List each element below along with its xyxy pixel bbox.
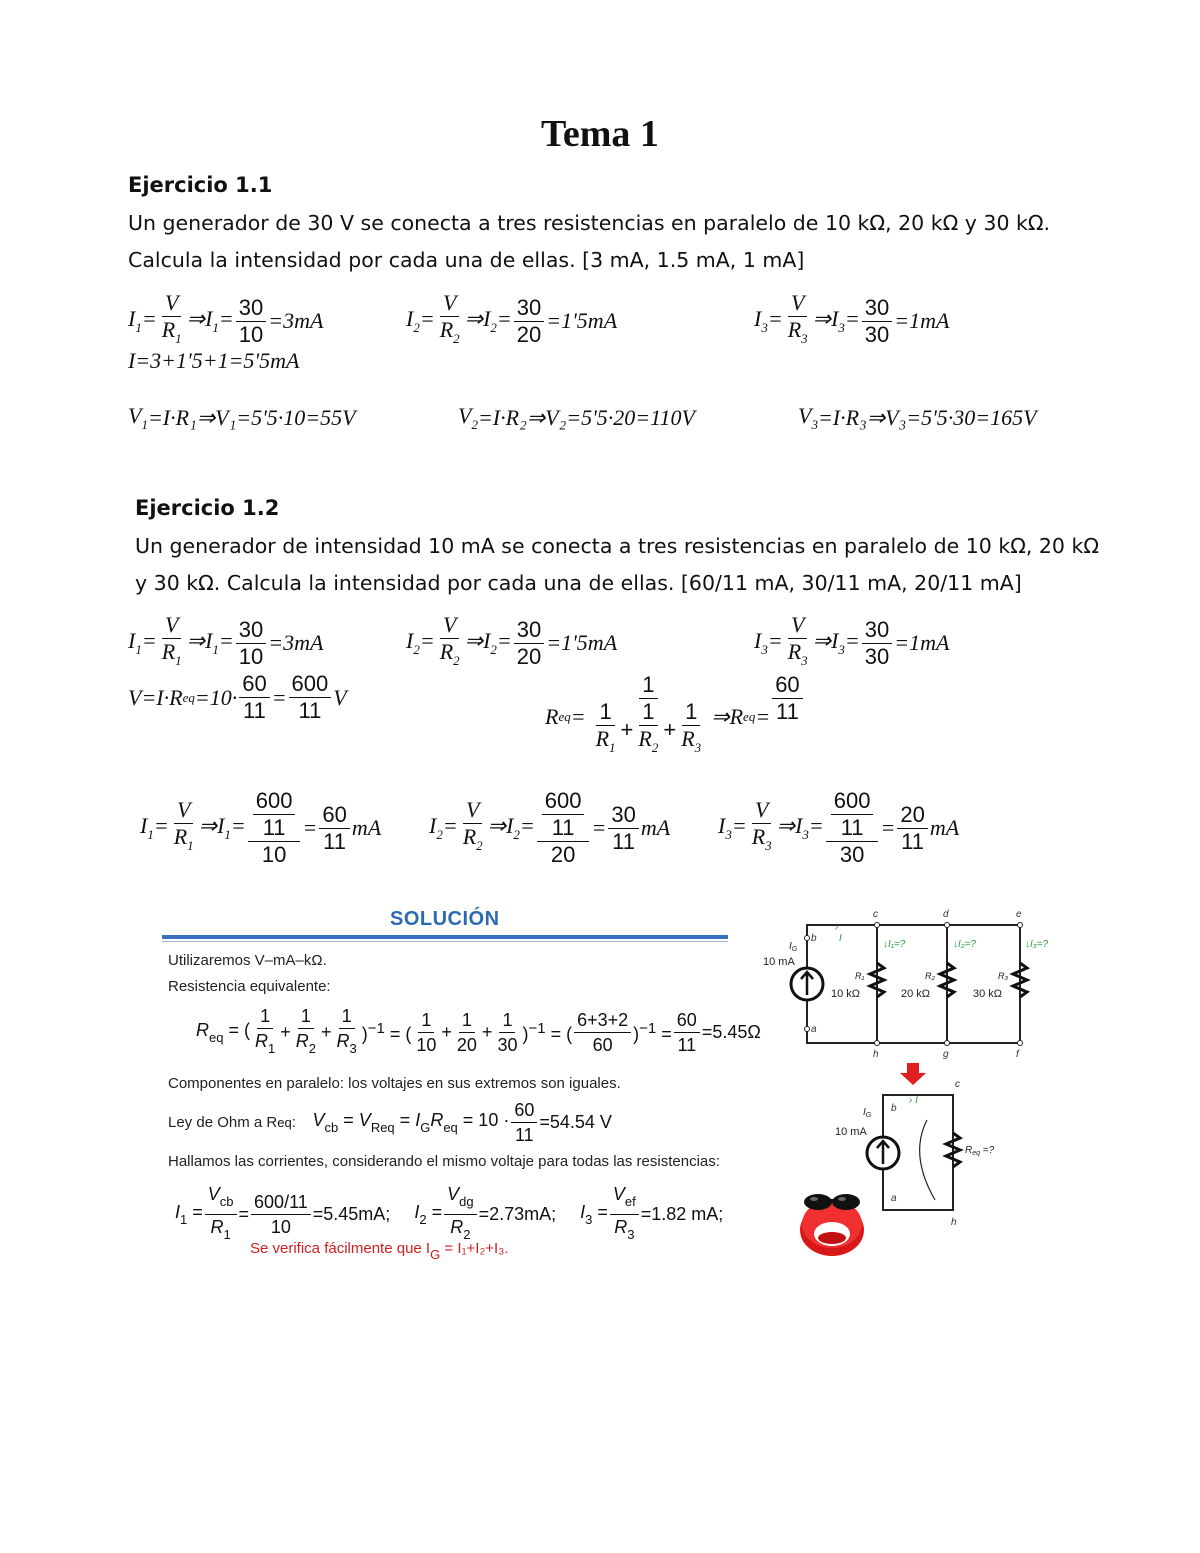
mascot-icon bbox=[796, 1180, 868, 1258]
svg-text:› I: › I bbox=[909, 1095, 918, 1106]
svg-text:c: c bbox=[955, 1079, 960, 1090]
svg-text:30 kΩ: 30 kΩ bbox=[973, 988, 1003, 1000]
ex2-req-equation: R eq = 1 $\frac{1}{R_1}$ + $\frac{1}{R_2}$ + $\frac{1}{R_3}$ ⇒R eq = $\frac{60}{11}$ bbox=[545, 672, 805, 761]
ex1-v2-equation: $V_2$ =I·R₂⇒V₂=5'5·20=110V bbox=[458, 403, 695, 432]
ex2-voltage-equation: V=I·R eq =10· $\frac{60}{11}$ = $\frac{600}{11}$ V bbox=[128, 671, 347, 723]
svg-text:e: e bbox=[1016, 909, 1022, 920]
svg-text:10 kΩ: 10 kΩ bbox=[831, 988, 861, 1000]
ex2-i1-equation: $I_1=$ $\frac{V}{R_1}$ $\Rightarrow I_1=$ $\frac{30}{10}$ =3mA bbox=[128, 612, 324, 669]
solution-req-label: Resistencia equivalente: bbox=[168, 978, 331, 995]
svg-text:b: b bbox=[811, 933, 817, 944]
svg-text:h: h bbox=[873, 1049, 879, 1060]
svg-text:g: g bbox=[943, 1049, 949, 1060]
solution-currents-equation: $I_1$ = $\frac{V_{cb}}{R_1}$ = $\frac{600/11}{10}$ = 5.45mA; $I_2$ = $\frac{V_{dg}}{R_2}$ =2.73mA; $I_3$ = $\frac{V_{ef}}{R_3}$ =1.82 mA; bbox=[175, 1184, 724, 1242]
svg-text:I: I bbox=[839, 933, 842, 944]
solution-req-equation: $R_{eq}$ = ( $\frac{1}{R_1}$ + $\frac{1}{R_2}$ + $\frac{1}{R_3}$ )$^{-1}$ = ( $\frac{1}{10}$ + $\frac{1}{20}$ + $\frac{1}{30}$ )$^{-1}$ = ( $\frac{6+3+2}{60}$ )$^{-1}$ = $\frac{60}{11}$ = 5.45Ω bbox=[196, 1006, 761, 1056]
svg-text:h: h bbox=[951, 1217, 957, 1228]
svg-text:10 mA: 10 mA bbox=[835, 1126, 867, 1138]
solution-parallel-note: Componentes en paralelo: los voltajes en sus extremos son iguales. bbox=[168, 1075, 621, 1092]
ex2-i3-equation: $I_3=$ $\frac{V}{R_3}$ $\Rightarrow I_3=$ $\frac{30}{30}$ =1mA bbox=[754, 612, 950, 669]
svg-text:b: b bbox=[891, 1103, 897, 1114]
ex2-i2-equation: $I_2=$ $\frac{V}{R_2}$ $\Rightarrow I_2=$ $\frac{30}{20}$ =1'5mA bbox=[406, 612, 618, 669]
ex1-v3-equation: $V_3$ =I·R₃⇒V₃=5'5·30=165V bbox=[798, 403, 1037, 432]
svg-text:›: › bbox=[835, 922, 839, 933]
svg-text:c: c bbox=[873, 909, 878, 920]
svg-text:↓I₃=?: ↓I₃=? bbox=[1025, 939, 1049, 950]
exercise-2-statement-line-2: y 30 kΩ. Calcula la intensidad por cada una de ellas. [60/11 mA, 30/11 mA, 20/11 mA] bbox=[135, 571, 1022, 595]
ex1-i2-equation: $I_2=$ $\frac{V}{R_2}$ $\Rightarrow I_2=$ $\frac{30}{20}$ =1'5mA bbox=[406, 290, 618, 347]
solution-rule-thin bbox=[162, 941, 728, 942]
svg-text:a: a bbox=[891, 1193, 897, 1204]
page-title: Tema 1 bbox=[541, 113, 659, 155]
exercise-2-statement-line-1: Un generador de intensidad 10 mA se conecta a tres resistencias en paralelo de 10 kΩ, 20 kΩ bbox=[135, 534, 1100, 558]
svg-text:R₁: R₁ bbox=[855, 971, 865, 981]
solution-units: Utilizaremos V–mA–kΩ. bbox=[168, 952, 327, 969]
ex2-final-i2: $I_2=$ $\frac{V}{R_2}$ $\Rightarrow I_2=$ $\frac{\frac{600}{11}}{20}$ = $\frac{30}{11}$ mA bbox=[429, 788, 671, 867]
svg-text:20 kΩ: 20 kΩ bbox=[901, 988, 931, 1000]
ex2-final-i1: $I_1=$ $\frac{V}{R_1}$ $\Rightarrow I_1=$ $\frac{\frac{600}{11}}{10}$ = $\frac{60}{11}$ mA bbox=[140, 788, 382, 867]
exercise-1-heading: Ejercicio 1.1 bbox=[128, 173, 273, 197]
solution-verify-note: Se verifica fácilmente que $I_G = I_1+I_2+I_3$. bbox=[250, 1240, 509, 1262]
svg-text:d: d bbox=[943, 909, 949, 920]
svg-text:R₂: R₂ bbox=[925, 971, 935, 981]
exercise-1-statement-line-2: Calcula la intensidad por cada una de ellas. [3 mA, 1.5 mA, 1 mA] bbox=[128, 248, 805, 272]
solution-currents-note: Hallamos las corrientes, considerando el mismo voltaje para todas las resistencias: bbox=[168, 1153, 720, 1170]
ex1-i1-equation: $I_1=$ $\frac{V}{R_1}$ $\Rightarrow I_1=$ $\frac{30}{10}$ =3mA bbox=[128, 290, 324, 347]
solution-title: SOLUCIÓN bbox=[390, 908, 500, 930]
svg-text:f: f bbox=[1016, 1049, 1019, 1060]
solution-rule bbox=[162, 935, 728, 939]
svg-text:a: a bbox=[811, 1024, 817, 1035]
source-label: 10 mA bbox=[763, 956, 795, 968]
ex1-i3-equation: $I_3=$ $\frac{V}{R_3}$ $\Rightarrow I_3=$ $\frac{30}{30}$ =1mA bbox=[754, 290, 950, 347]
svg-text:R₃: R₃ bbox=[998, 971, 1009, 981]
exercise-2-heading: Ejercicio 1.2 bbox=[135, 496, 280, 520]
svg-text:IG: $I_G$ bbox=[789, 941, 798, 953]
ex1-v1-equation: $V_1$ =I·R₁⇒V₁=5'5·10=55V bbox=[128, 403, 356, 432]
svg-text:↓I₂=?: ↓I₂=? bbox=[953, 939, 976, 950]
svg-text:IG: $I_G$ bbox=[863, 1107, 872, 1119]
exercise-1-statement-line-1: Un generador de 30 V se conecta a tres resistencias en paralelo de 10 kΩ, 20 kΩ y 30 kΩ. bbox=[128, 211, 1051, 235]
solution-ohm-equation: Ley de Ohm a R eq : $V_{cb} = V_{Req} = I_GR_{eq} = 10$ · $\frac{60}{11}$ =54.54 V bbox=[168, 1100, 612, 1145]
ex2-final-i3: $I_3=$ $\frac{V}{R_3}$ $\Rightarrow I_3=$ $\frac{\frac{600}{11}}{30}$ = $\frac{20}{11}$ mA bbox=[718, 788, 960, 867]
svg-text:↓I₁=?: ↓I₁=? bbox=[883, 939, 906, 950]
svg-text:Req =?: $R_{eq}$ =? bbox=[965, 1145, 995, 1157]
ex1-total-current: I=3+1'5+1=5'5mA bbox=[128, 348, 300, 373]
